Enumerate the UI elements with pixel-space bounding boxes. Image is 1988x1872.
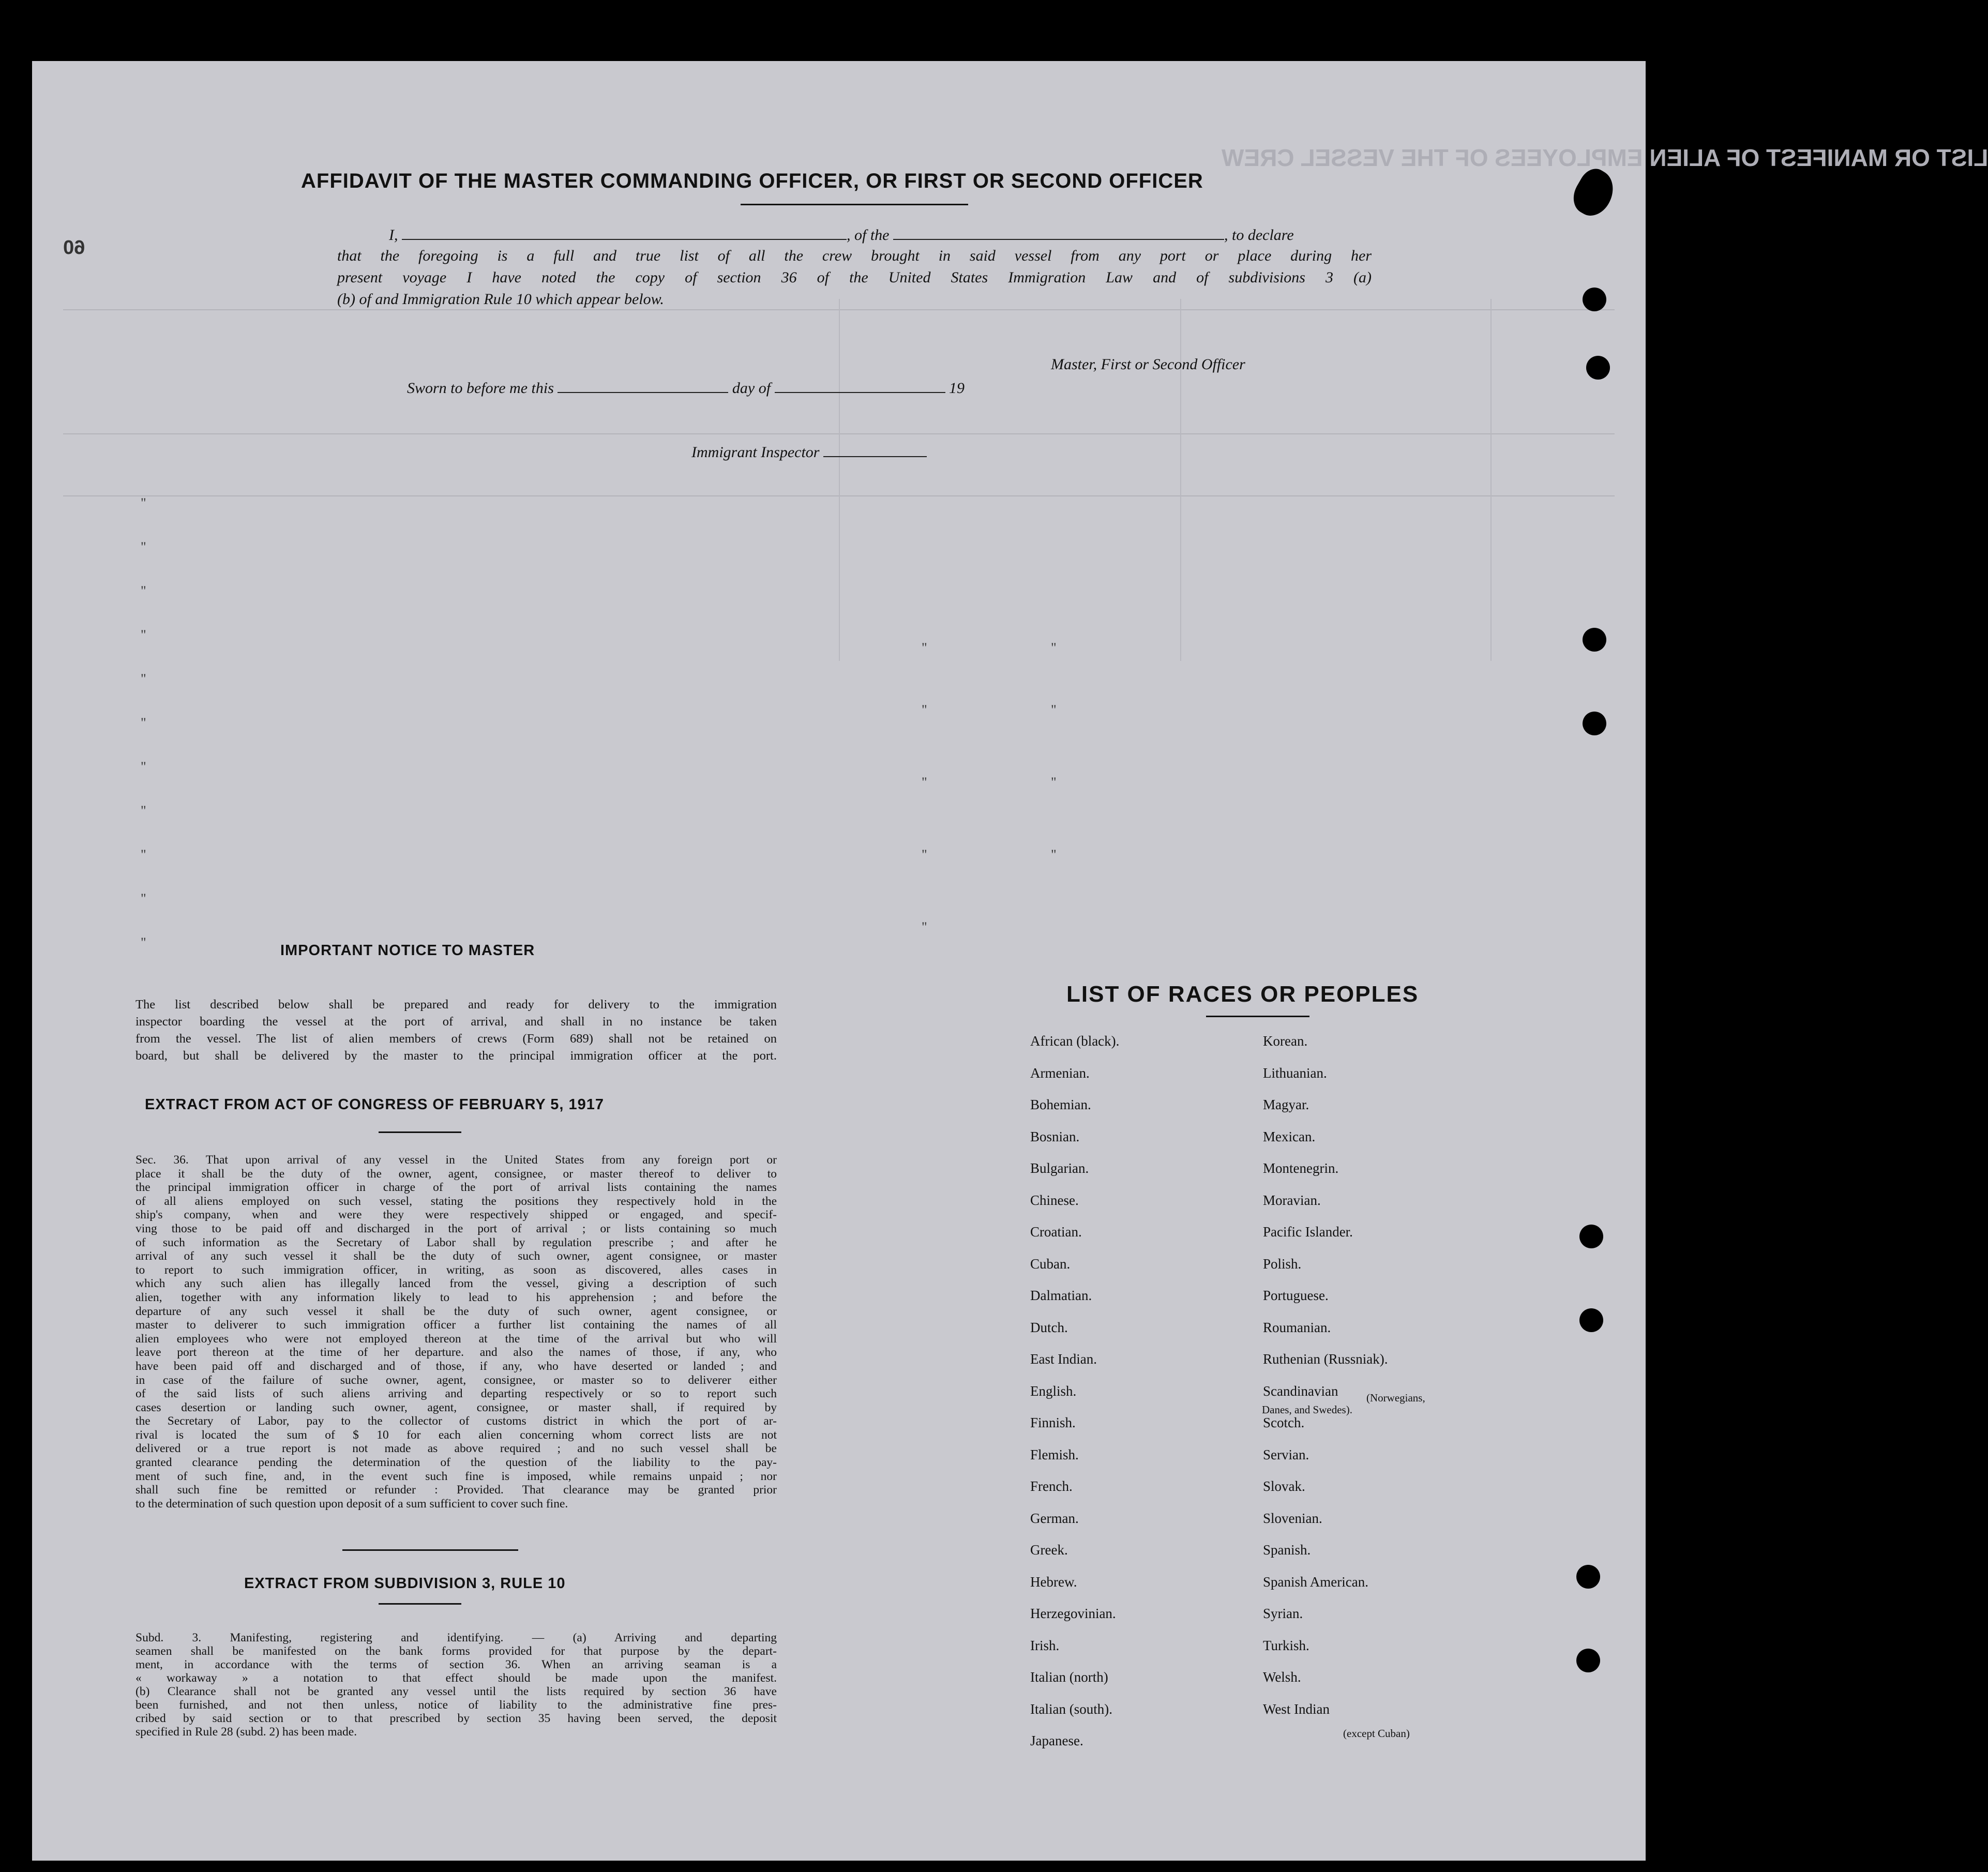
- race-item: Syrian.: [1263, 1606, 1303, 1621]
- race-item: East Indian.: [1030, 1351, 1097, 1367]
- race-item: West Indian: [1263, 1701, 1330, 1717]
- race-item: Scotch.: [1263, 1415, 1305, 1430]
- act-extract-line: to report to such immigration officer, in writing, as soon as discovered, alles cases in: [135, 1263, 777, 1277]
- bleed-through-line: [1180, 299, 1181, 661]
- race-item: Korean.: [1263, 1033, 1308, 1049]
- sworn-month-field[interactable]: [775, 379, 945, 393]
- race-item: English.: [1030, 1383, 1077, 1399]
- race-item: German.: [1030, 1510, 1079, 1526]
- race-item: Mexican.: [1263, 1128, 1316, 1144]
- act-extract-line: shall such fine be remitted or refunder : Provided. That clearance may be granted prior: [135, 1483, 777, 1497]
- act-extract-line: which any such alien has illegally lanced from the vessel, giving a description of such: [135, 1277, 777, 1291]
- affidavit-line-3: present voyage I have noted the copy of section 36 of the United States Immigration Law and of subdivisions 3 (a): [337, 269, 1372, 286]
- margin-mark: 60: [63, 237, 85, 259]
- west-indian-note: (except Cuban): [1343, 1727, 1410, 1740]
- act-extract-line: rival is located the sum of $ 10 for each alien concerning whom correct lists are not: [135, 1428, 777, 1442]
- notice-line: The list described below shall be prepared and ready for delivery to the immigration: [135, 998, 777, 1012]
- race-item: Irish.: [1030, 1637, 1060, 1653]
- rule-extract-line: been furnished, and not then unless, notice of liability to the administrative fine pres-: [135, 1698, 777, 1712]
- race-item: Welsh.: [1263, 1669, 1301, 1685]
- race-item: Portuguese.: [1263, 1288, 1329, 1303]
- race-item: Moravian.: [1263, 1192, 1321, 1208]
- act-extract-line: ship's company, when and were they were respectively shipped or engaged, and specif-: [135, 1208, 777, 1222]
- title-underline: [741, 204, 968, 205]
- race-item: Pacific Islander.: [1263, 1224, 1353, 1240]
- year-label: 19: [949, 380, 965, 397]
- act-extract-line: in case of the failure of suche owner, agent, consignee, or master so to deliverer either: [135, 1373, 777, 1387]
- race-item: Slovak.: [1263, 1478, 1305, 1494]
- race-item: Dalmatian.: [1030, 1288, 1092, 1303]
- scandinavian-note: (Norwegians,: [1366, 1392, 1425, 1404]
- punch-hole: [1579, 1225, 1603, 1248]
- day-of-label: day of: [732, 380, 771, 397]
- rule-extract-line: specified in Rule 28 (subd. 2) has been made.: [135, 1725, 357, 1739]
- race-item: Italian (north): [1030, 1669, 1108, 1685]
- race-item: Italian (south).: [1030, 1701, 1112, 1717]
- race-item: African (black).: [1030, 1033, 1120, 1049]
- section-rule: [379, 1603, 461, 1605]
- act-extract-line: cases desertion or landing such owner, agent, consignee, or master shall, if required by: [135, 1400, 777, 1414]
- affidavit-i-label: I,: [389, 227, 398, 244]
- bleed-through-line: [839, 299, 840, 661]
- act-extract-line: have been paid off and discharged and of those, if any, who have deserted or landed ; and: [135, 1359, 777, 1373]
- affidavit-line-4: (b) of and Immigration Rule 10 which appear below.: [337, 291, 664, 308]
- inspector-signature-field[interactable]: [823, 443, 927, 457]
- section-rule: [342, 1549, 518, 1551]
- act-extract-line: ving those to be paid off and discharged in the port of arrival ; or lists containing so much: [135, 1221, 777, 1235]
- sworn-day-field[interactable]: [558, 379, 728, 393]
- punch-hole: [1576, 1565, 1600, 1589]
- race-item: Montenegrin.: [1263, 1160, 1339, 1176]
- race-item: Spanish.: [1263, 1542, 1311, 1558]
- rule-extract-line: seamen shall be manifested on the bank forms provided for that purpose by the depart-: [135, 1644, 777, 1658]
- race-item: Finnish.: [1030, 1415, 1076, 1430]
- affidavit-to-declare-label: , to declare: [1224, 227, 1294, 244]
- rule-extract-line: cribed by said section or to that prescribed by section 35 having been served, the deposit: [135, 1712, 777, 1725]
- sworn-row: [407, 379, 965, 397]
- act-extract-line: of all aliens employed on such vessel, stating the positions they respectively hold in the: [135, 1194, 777, 1208]
- race-item: Hebrew.: [1030, 1574, 1077, 1590]
- punch-hole: [1583, 712, 1606, 735]
- race-item: Magyar.: [1263, 1097, 1309, 1112]
- notice-line: from the vessel. The list of alien members of crews (Form 689) shall not be retained on: [135, 1032, 777, 1046]
- act-extract-line: the Secretary of Labor, pay to the collector of customs district in which the port of ar-: [135, 1414, 777, 1428]
- rule-extract-line: (b) Clearance shall not be granted any vessel until the lists required by section 36 have: [135, 1685, 777, 1698]
- notice-body: [135, 996, 777, 1064]
- act-extract-line: place it shall be the duty of the owner, agent, consignee, or master thereof to deliver to: [135, 1167, 777, 1181]
- officer-name-field[interactable]: [402, 225, 847, 240]
- race-item: Roumanian.: [1263, 1319, 1331, 1335]
- section-rule: [1206, 1016, 1309, 1017]
- race-item: Bohemian.: [1030, 1097, 1091, 1112]
- affidavit-title: AFFIDAVIT OF THE MASTER COMMANDING OFFICER, OR FIRST OR SECOND OFFICER: [301, 170, 1203, 192]
- race-item: Polish.: [1263, 1256, 1302, 1272]
- race-item: Herzegovinian.: [1030, 1606, 1116, 1621]
- act-extract-line: the principal immigration officer in charge of the port of arrival lists containing the names: [135, 1181, 777, 1195]
- punch-hole: [1576, 1649, 1600, 1672]
- rule-extract-line: Subd. 3. Manifesting, registering and identifying. — (a) Arriving and departing: [135, 1631, 777, 1644]
- act-extract-line: of the said lists of such aliens arriving and departing respectively or so to report such: [135, 1387, 777, 1401]
- act-extract-line: leave port thereon at the time of her departure. and also the names of those, if any, who: [135, 1346, 777, 1360]
- sworn-label: Sworn to before me this: [407, 380, 554, 397]
- vessel-name-field[interactable]: [893, 225, 1224, 240]
- race-item: Japanese.: [1030, 1733, 1083, 1748]
- act-extract-line: to the determination of such question upon deposit of a sum sufficient to cover such fine.: [135, 1497, 568, 1511]
- act-extract-line: arrival of any such vessel it shall be the duty of such owner, agent consignee, or master: [135, 1249, 777, 1263]
- paper-tear: [1567, 164, 1621, 222]
- act-extract-line: Sec. 36. That upon arrival of any vessel in the United States from any foreign port or: [135, 1153, 777, 1167]
- race-item: Ruthenian (Russniak).: [1263, 1351, 1388, 1367]
- affidavit-line-2: that the foregoing is a full and true list of all the crew brought in said vessel from any port or place during her: [337, 247, 1372, 264]
- race-item: Armenian.: [1030, 1065, 1090, 1081]
- punch-hole: [1583, 288, 1606, 311]
- act-extract-line: ment of such fine, and, in the event such fine is imposed, while remains unpaid ; nor: [135, 1469, 777, 1483]
- race-item: Flemish.: [1030, 1446, 1079, 1462]
- act-extract-line: delivered or a true report is not made as above required ; and no such vessel shall be: [135, 1442, 777, 1456]
- rule-extract-line: ment, in accordance with the terms of section 36. When an arriving seaman is a: [135, 1658, 777, 1671]
- bleed-through-line: [1490, 299, 1492, 661]
- document-sheet: LIST OR MANIFEST OF ALIEN EMPLOYEES OF THE VESSEL CREW 60 " " " " " " " " " " " " " " " " " " " " AFFIDAVIT OF THE MASTER COMMANDING OFFICER, OR FIRST OR SECOND OFFICER I, , of the , to declare that the foregoing is a full and true list of all the crew brought in said vessel from any port or place during her present voyage I have noted the copy of section 36 of the United States Immigration Law and of subdivisions 3 (a) (b) of and Immigration Rule 10 which appear below. Master, First or Second Officer Sworn to before me this day of 19 Immigrant Inspector IMPORTANT NOTICE TO MASTER The list described below shall be prepared and ready for delivery to the immigration inspector boarding the vessel at the port of arrival, and shall in no instance be taken from the vessel. The list of alien members of crews (Form 689) shall not be retained on board, but shall be delivered by the master to the principal immigration officer at the port. EXTRACT FROM ACT OF CONGRESS OF FEBRUARY 5, 1917 Sec. 36. That upon arrival of any vessel in the United States from any foreign port or place it shall be the duty of the owner, agent, consignee, or master thereof to deliver to the principal immigration officer in charge of the port of arrival lists containing the names of all aliens employed on such vessel, stating the positions they respectively hold in the ship's company, when and were they were respectively shipped or engaged, and specif- ving those to be paid off and discharged in the port of arrival ; or lists containing so much of such information as the Secretary of Labor shall by regulation prescribe ; and after he arrival of any such vessel it shall be the duty of such owner, agent consignee, or master to report to such immigration officer, in writing, as soon as discovered, alles cases in which any such alien has illegally lanced from the vessel, giving a description of such alien, together with any information likely to lead to his apprehension ; and before the departure of any such vessel it shall be the duty of such owner, agent consignee, or master to deliverer to such immigration officer a further list containing the names of all alien employees who were not employed thereon at the time of the arrival but who will leave port thereon at the time of her departure. and also the names of those, if any, who have been paid off and discharged and of those, if any, who have deserted or landed ; and in case of the failure of suche owner, agent, consignee, or master so to deliverer either of the said lists of such aliens arriving and departing respectively or so to report such cases desertion or landing such owner, agent, consignee, or master shall, if required by the Secretary of Labor, pay to the collector of customs district in which the port of ar- rival is located the sum of $ 10 for each alien concerning whom correct lists are not delivered or a true report is not made as above required ; and no such vessel shall be granted clearance pending the determination of the question of the liability to the pay- ment of such fine, and, in the event such fine is imposed, while remains unpaid ; nor shall such fine be remitted or refunder : Provided. That clearance may be granted prior to the determination of such question upon deposit of a sum sufficient to cover such fine. EXTRACT FROM SUBDIVISION 3, RULE 10 Subd. 3. Manifesting, registering and identifying. — (a) Arriving and departing seamen shall be manifested on the bank forms provided for that purpose by the depart- ment, in accordance with the terms of section 36. When an arriving seaman is a « workaway » a notation to that effect should be made upon the manifest. (b) Clearance shall not be granted any vessel until the lists required by section 36 have been furnished, and not then unless, notice of liability to the administrative fine pres- cribed by said section or to that prescribed by section 35 having been served, the deposit specified in Rule 28 (subd. 2) has been made. LIST OF RACES OR PEOPLES African (black). Armenian. Bohemian. Bosnian. Bulgarian. Chinese. Croatian. Cuban. Dalmatian. Dutch. East Indian. English. Finnish. Flemish. French. German. Greek. Hebrew. Herzegovinian. Irish. Italian (north) Italian (south). Japanese. Korean. Lithuanian. Magyar. Mexican. Montenegrin. Moravian. Pacific Islander. Polish. Portuguese. Roumanian. Ruthenian (Russniak). Scandinavian Scotch. Servian. Slovak. Slovenian. Spanish. Spanish American. Syrian. Turkish. Welsh. West Indian (Norwegians, Danes, and Swedes). (except Cuban): [32, 61, 1646, 1861]
- race-item: Servian.: [1263, 1446, 1309, 1462]
- act-extract-line: granted clearance pending the determination of the question of the liability to the pay-: [135, 1456, 777, 1470]
- act-extract-line: master to deliverer to such immigration officer a further list containing the names of all: [135, 1318, 777, 1332]
- rule-extract-line: « workaway » a notation to that effect should be made upon the manifest.: [135, 1671, 777, 1685]
- scandinavian-note: Danes, and Swedes).: [1262, 1403, 1352, 1416]
- punch-hole: [1586, 356, 1610, 380]
- section-rule: [379, 1131, 461, 1133]
- punch-hole: [1583, 628, 1606, 652]
- affidavit-of-the-label: , of the: [847, 227, 890, 244]
- immigrant-inspector-label: Immigrant Inspector: [691, 444, 820, 461]
- race-item: Scandinavian: [1263, 1383, 1338, 1399]
- race-item: Turkish.: [1263, 1637, 1309, 1653]
- rule-extract-title: EXTRACT FROM SUBDIVISION 3, RULE 10: [244, 1575, 566, 1592]
- race-item: Chinese.: [1030, 1192, 1079, 1208]
- act-extract-body: [135, 1153, 777, 1511]
- race-item: Bulgarian.: [1030, 1160, 1089, 1176]
- punch-hole: [1579, 1308, 1603, 1332]
- race-item: Slovenian.: [1263, 1510, 1322, 1526]
- act-extract-line: departure of any such vessel it shall be the duty of such owner, agent consignee, or: [135, 1304, 777, 1318]
- race-item: Lithuanian.: [1263, 1065, 1327, 1081]
- race-item: Dutch.: [1030, 1319, 1068, 1335]
- master-signature-label: Master, First or Second Officer: [1051, 356, 1245, 373]
- race-item: Croatian.: [1030, 1224, 1082, 1240]
- race-item: French.: [1030, 1478, 1073, 1494]
- race-item: Greek.: [1030, 1542, 1068, 1558]
- bleed-through-text: LIST OR MANIFEST OF ALIEN EMPLOYEES OF THE VESSEL CREW: [1222, 144, 1988, 171]
- race-item: Cuban.: [1030, 1256, 1071, 1272]
- act-extract-line: of such information as the Secretary of Labor shall by regulation prescribe ; and after he: [135, 1235, 777, 1249]
- act-extract-line: alien employees who were not employed thereon at the time of the arrival but who will: [135, 1332, 777, 1346]
- notice-line: board, but shall be delivered by the master to the principal immigration officer at the port.: [135, 1049, 777, 1063]
- act-extract-line: alien, together with any information likely to lead to his apprehension ; and before the: [135, 1290, 777, 1304]
- inspector-row: [691, 443, 927, 461]
- races-title: LIST OF RACES OR PEOPLES: [1066, 982, 1419, 1007]
- notice-line: inspector boarding the vessel at the port of arrival, and shall in no instance be taken: [135, 1015, 777, 1029]
- rule-extract-body: [135, 1631, 777, 1739]
- act-extract-title: EXTRACT FROM ACT OF CONGRESS OF FEBRUARY 5, 1917: [145, 1096, 605, 1113]
- race-item: Bosnian.: [1030, 1128, 1080, 1144]
- notice-title: IMPORTANT NOTICE TO MASTER: [280, 942, 535, 959]
- race-item: Spanish American.: [1263, 1574, 1368, 1590]
- affidavit-line-1: [389, 225, 1294, 244]
